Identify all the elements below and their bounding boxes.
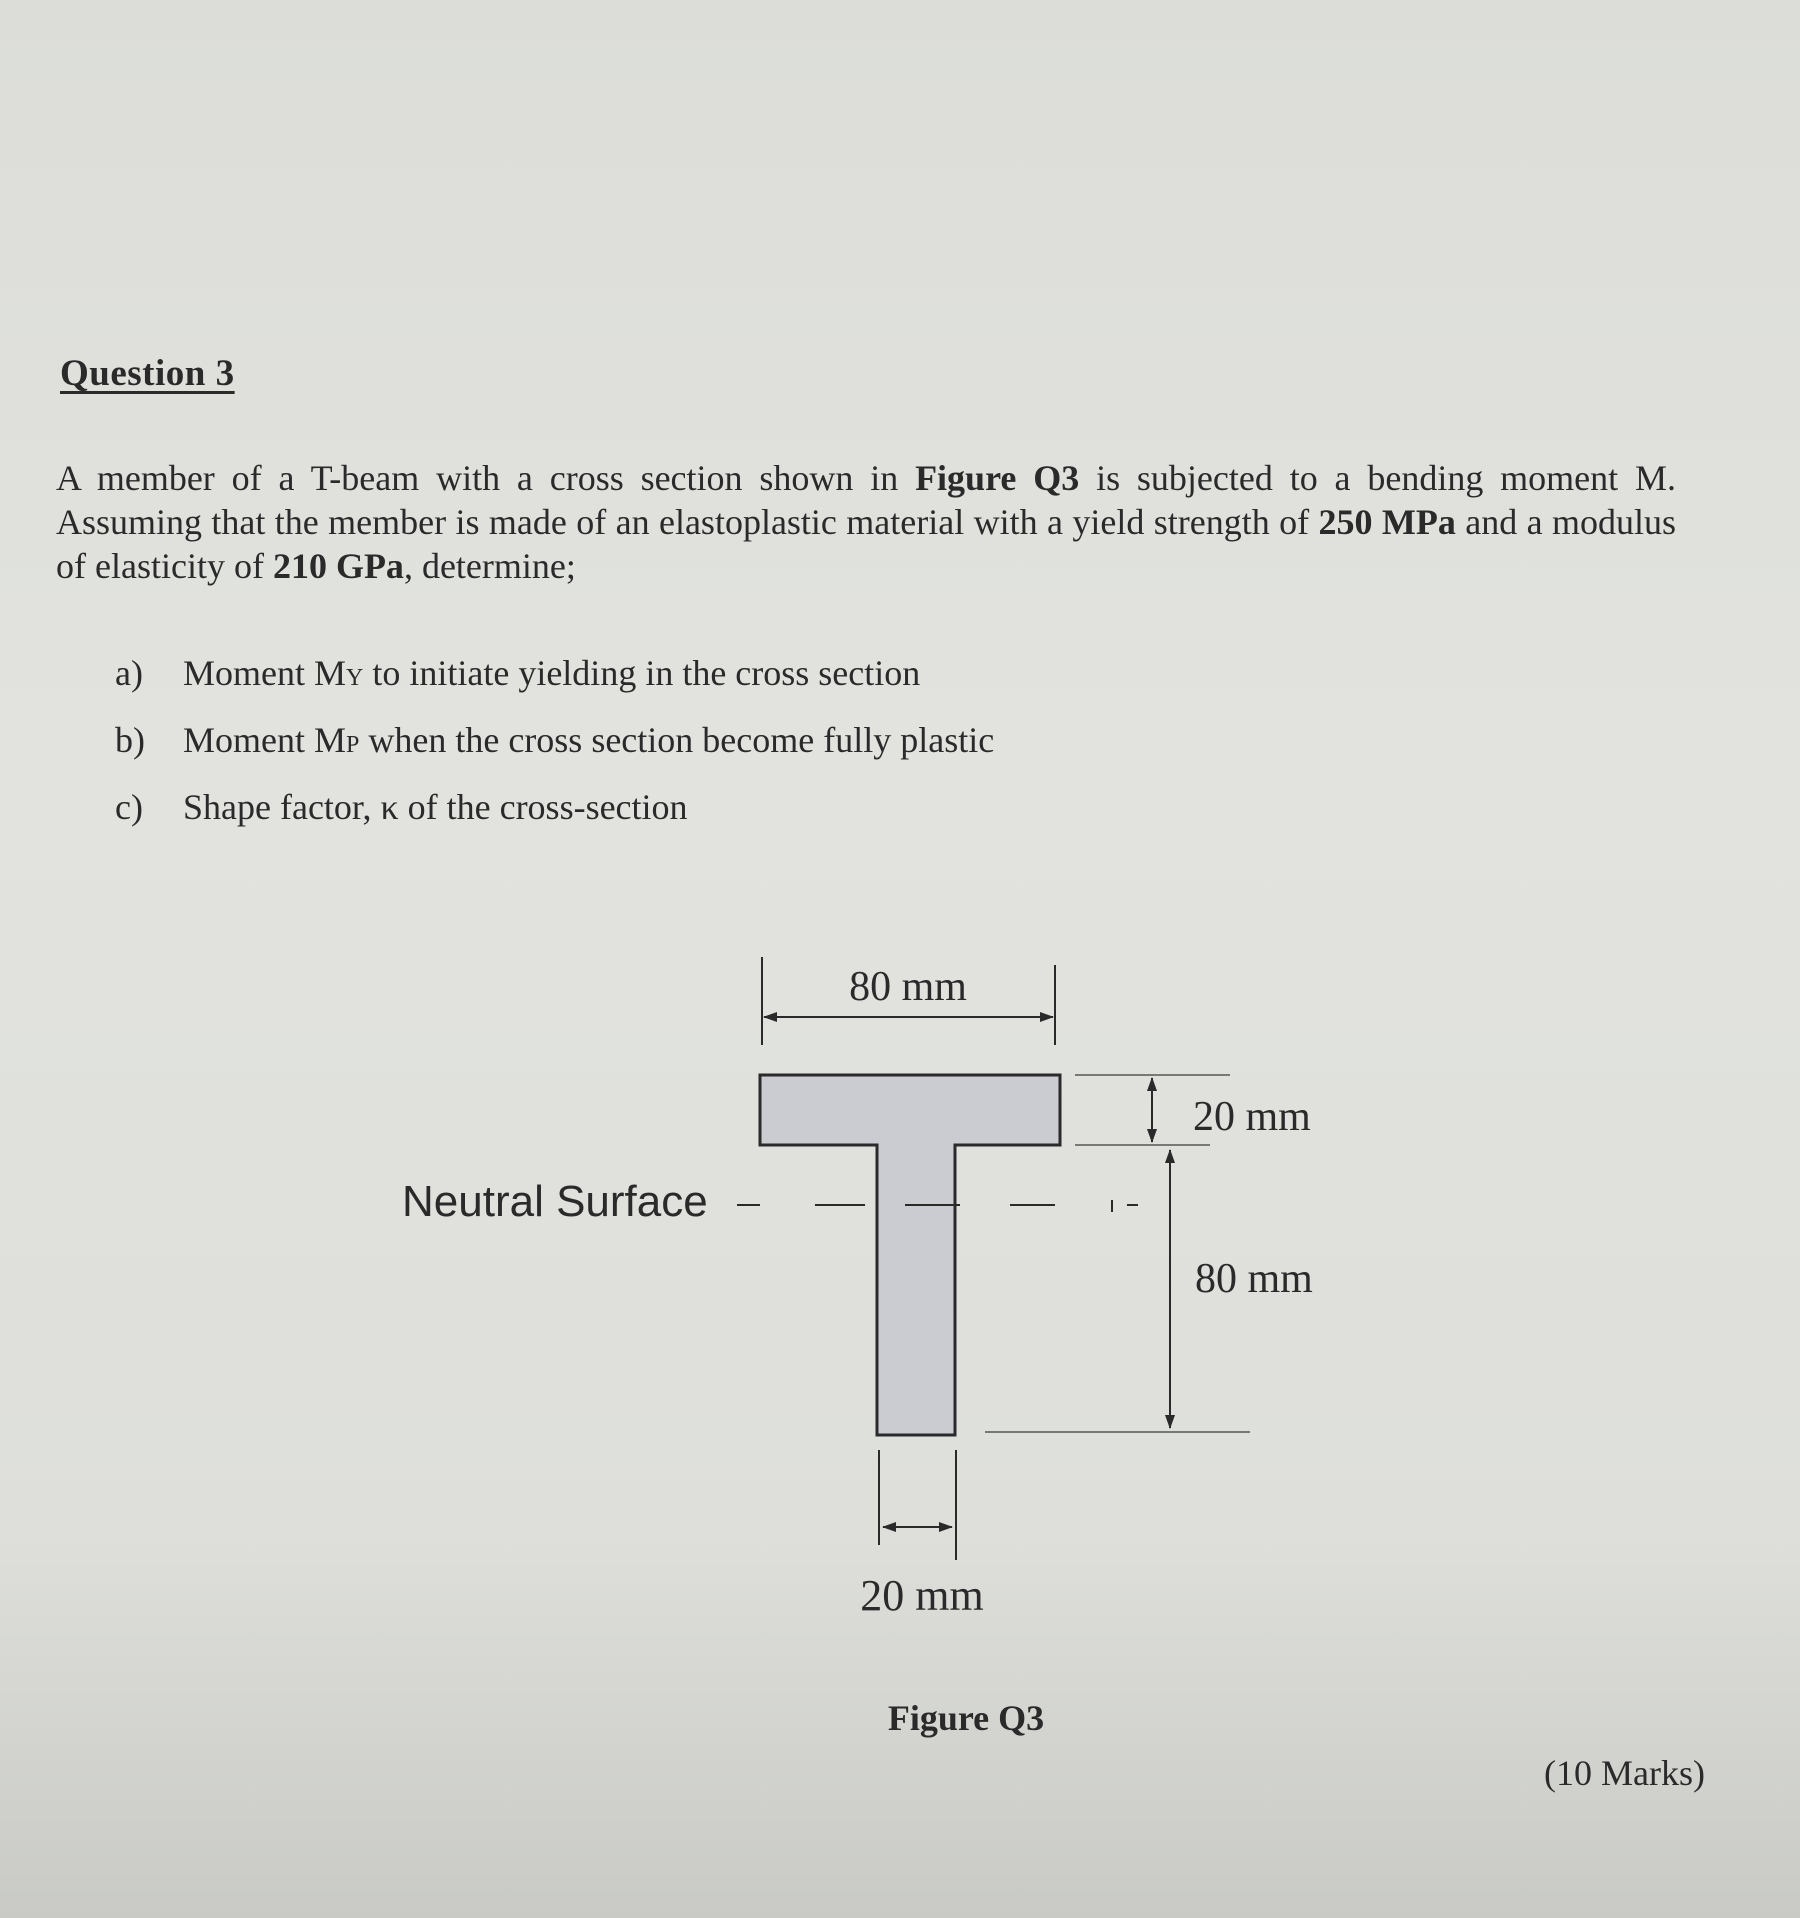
question-heading: Question 3 [60, 353, 235, 394]
flange-width-label: 80 mm [849, 964, 967, 1010]
marks-label: (10 Marks) [1544, 1753, 1705, 1793]
item-text: Shape factor, κ of the cross-section [183, 787, 688, 827]
modulus-value: 210 GPa [272, 546, 404, 586]
item-letter: b) [115, 720, 145, 760]
intro-text-3: and a modulus of elasticity of [56, 502, 1676, 586]
figure-caption: Figure Q3 [887, 1698, 1045, 1738]
web-height-label: 80 mm [1195, 1256, 1313, 1302]
item-text: Moment MY to initiate yielding in the cross section [183, 653, 921, 693]
intro-text-4: , determine; [403, 546, 576, 586]
figure-reference: Figure Q3 [915, 458, 1080, 498]
item-letter: c) [115, 787, 143, 827]
intro-text-2: is subjected to a bending moment M. Assuming that the member is made of an elastoplastic material with a yield strength of [56, 458, 1677, 542]
web-width-label: 20 mm [860, 1571, 984, 1620]
item-text: Moment MP when the cross section become fully plastic [183, 720, 995, 760]
t-section-shape [760, 1075, 1060, 1435]
neutral-surface-label: Neutral Surface [402, 1177, 708, 1226]
intro-text-1: A member of a T-beam with a cross section shown in [56, 458, 916, 498]
item-letter: a) [115, 653, 143, 693]
yield-strength-value: 250 MPa [1318, 502, 1456, 542]
flange-thickness-label: 20 mm [1193, 1094, 1311, 1140]
